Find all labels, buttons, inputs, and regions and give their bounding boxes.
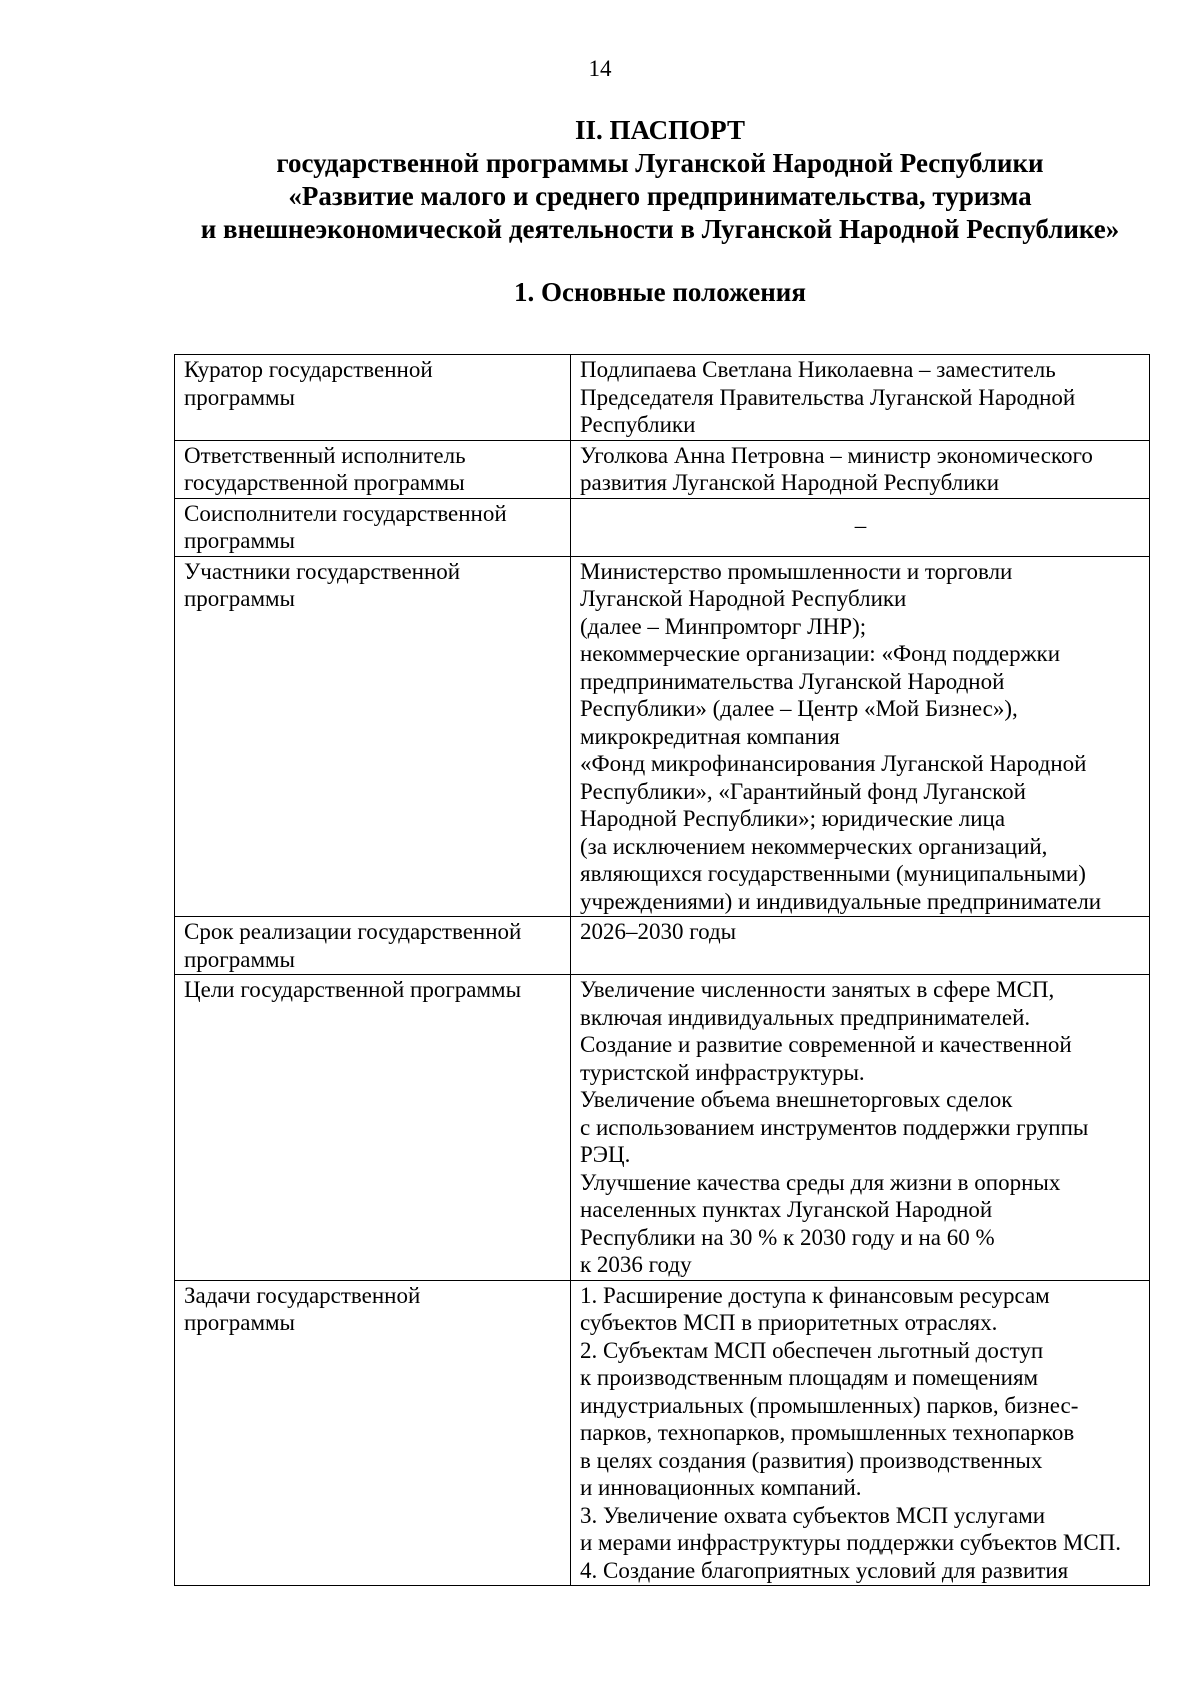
value-line: индустриальных (промышленных) парков, бизнес- — [580, 1392, 1079, 1418]
label-line: программы — [184, 946, 296, 972]
row-value — [571, 355, 1150, 441]
value-dash: – — [854, 512, 867, 538]
value-line: Луганской Народной Республики — [580, 586, 907, 611]
title-line-2: государственной программы Луганской Народной Республики — [276, 148, 1044, 178]
value-line: Подлипаева Светлана Николаевна – заместитель — [580, 357, 1056, 382]
table-row-responsible-executor — [175, 440, 1150, 498]
value-line: Республики на 30 % к 2030 году и на 60 % — [580, 1224, 995, 1250]
value-line: Республики» (далее – Центр «Мой Бизнес»), — [580, 696, 1018, 721]
title-line-1: II. ПАСПОРТ — [574, 115, 745, 145]
value-line: Министерство промышленности и торговли — [580, 558, 1013, 584]
table-row-tasks — [175, 1280, 1150, 1586]
value-line: к производственным площадям и помещениям — [580, 1365, 1039, 1390]
value-line: Народной Республики»; юридические лица — [580, 806, 1006, 831]
label-line: Цели государственной программы — [184, 977, 522, 1002]
value-line: с использованием инструментов поддержки группы — [580, 1114, 1089, 1140]
value-line: включая индивидуальных предпринимателей. — [580, 1004, 1031, 1030]
row-label — [175, 917, 571, 975]
value-line: предпринимательства Луганской Народной — [580, 668, 1005, 694]
value-line: «Фонд микрофинансирования Луганской Народной — [580, 751, 1087, 776]
value-line: микрокредитная компания — [580, 723, 840, 749]
label-line: государственной программы — [184, 470, 465, 495]
value-line: Улучшение качества среды для жизни в опорных — [580, 1169, 1061, 1195]
label-line: программы — [184, 586, 296, 611]
value-line: Увеличение объема внешнеторговых сделок — [580, 1087, 1013, 1112]
value-line: Создание и развитие современной и качественной — [580, 1032, 1072, 1057]
value-line: туристской инфраструктуры. — [580, 1059, 865, 1085]
value-line: (далее – Минпромторг ЛНР); — [580, 613, 867, 639]
row-value — [571, 440, 1150, 498]
label-line: Срок реализации государственной — [184, 919, 522, 944]
table-row-goals — [175, 975, 1150, 1281]
row-label — [175, 1280, 571, 1586]
label-line: Ответственный исполнитель — [184, 442, 466, 468]
document-title — [120, 114, 1200, 246]
label-line: Куратор государственной — [184, 357, 433, 382]
value-line: и мерами инфраструктуры поддержки субъектов МСП. — [580, 1530, 1122, 1555]
value-line: учреждениями) и индивидуальные предприниматели — [580, 888, 1102, 914]
value-line: Республики — [580, 412, 696, 437]
value-line: 2026–2030 годы — [580, 919, 737, 944]
title-line-4: и внешнеэкономической деятельности в Луганской Народной Республике» — [200, 214, 1120, 244]
row-value — [571, 917, 1150, 975]
row-label — [175, 355, 571, 441]
value-line: Уголкова Анна Петровна – министр экономического — [580, 442, 1093, 468]
value-line: к 2036 году — [580, 1252, 692, 1277]
row-label — [175, 498, 571, 556]
row-value — [571, 498, 1150, 556]
row-value — [571, 556, 1150, 917]
table-row-co-executors — [175, 498, 1150, 556]
row-label — [175, 975, 571, 1281]
row-value — [571, 1280, 1150, 1586]
section-heading: 1. Основные положения — [514, 277, 806, 307]
label-line: Соисполнители государственной — [184, 500, 507, 526]
value-line: 3. Увеличение охвата субъектов МСП услугами — [580, 1502, 1046, 1528]
value-line: (за исключением некоммерческих организаций, — [580, 833, 1048, 859]
label-line: программы — [184, 528, 296, 553]
label-line: программы — [184, 1310, 296, 1335]
value-line: развития Луганской Народной Республики — [580, 470, 1000, 495]
value-line: Увеличение численности занятых в сфере МСП, — [580, 977, 1055, 1002]
table-row-participants — [175, 556, 1150, 917]
value-line: 4. Создание благоприятных условий для развития — [580, 1557, 1069, 1583]
value-line: некоммерческие организации: «Фонд поддержки — [580, 641, 1061, 666]
value-line: РЭЦ. — [580, 1142, 631, 1167]
row-label — [175, 440, 571, 498]
value-line: являющихся государственными (муниципальными) — [580, 861, 1086, 886]
value-line: 2. Субъектам МСП обеспечен льготный доступ — [580, 1337, 1044, 1363]
value-line: и инновационных компаний. — [580, 1475, 862, 1500]
value-line: Республики», «Гарантийный фонд Луганской — [580, 778, 1026, 804]
label-line: Задачи государственной — [184, 1282, 421, 1308]
value-line: субъектов МСП в приоритетных отраслях. — [580, 1310, 998, 1335]
value-line: в целях создания (развития) производственных — [580, 1447, 1043, 1473]
table-row-implementation-period — [175, 917, 1150, 975]
passport-table — [174, 354, 1150, 1586]
row-value — [571, 975, 1150, 1281]
title-line-3: «Развитие малого и среднего предпринимательства, туризма — [288, 181, 1032, 211]
value-line: 1. Расширение доступа к финансовым ресурсам — [580, 1282, 1050, 1308]
row-label — [175, 556, 571, 917]
value-line: населенных пунктах Луганской Народной — [580, 1197, 993, 1222]
page-number: 14 — [588, 56, 612, 81]
table-row-curator — [175, 355, 1150, 441]
label-line: Участники государственной — [184, 558, 461, 584]
value-line: парков, технопарков, промышленных технопарков — [580, 1420, 1075, 1445]
label-line: программы — [184, 384, 296, 410]
value-line: Председателя Правительства Луганской Народной — [580, 384, 1076, 410]
